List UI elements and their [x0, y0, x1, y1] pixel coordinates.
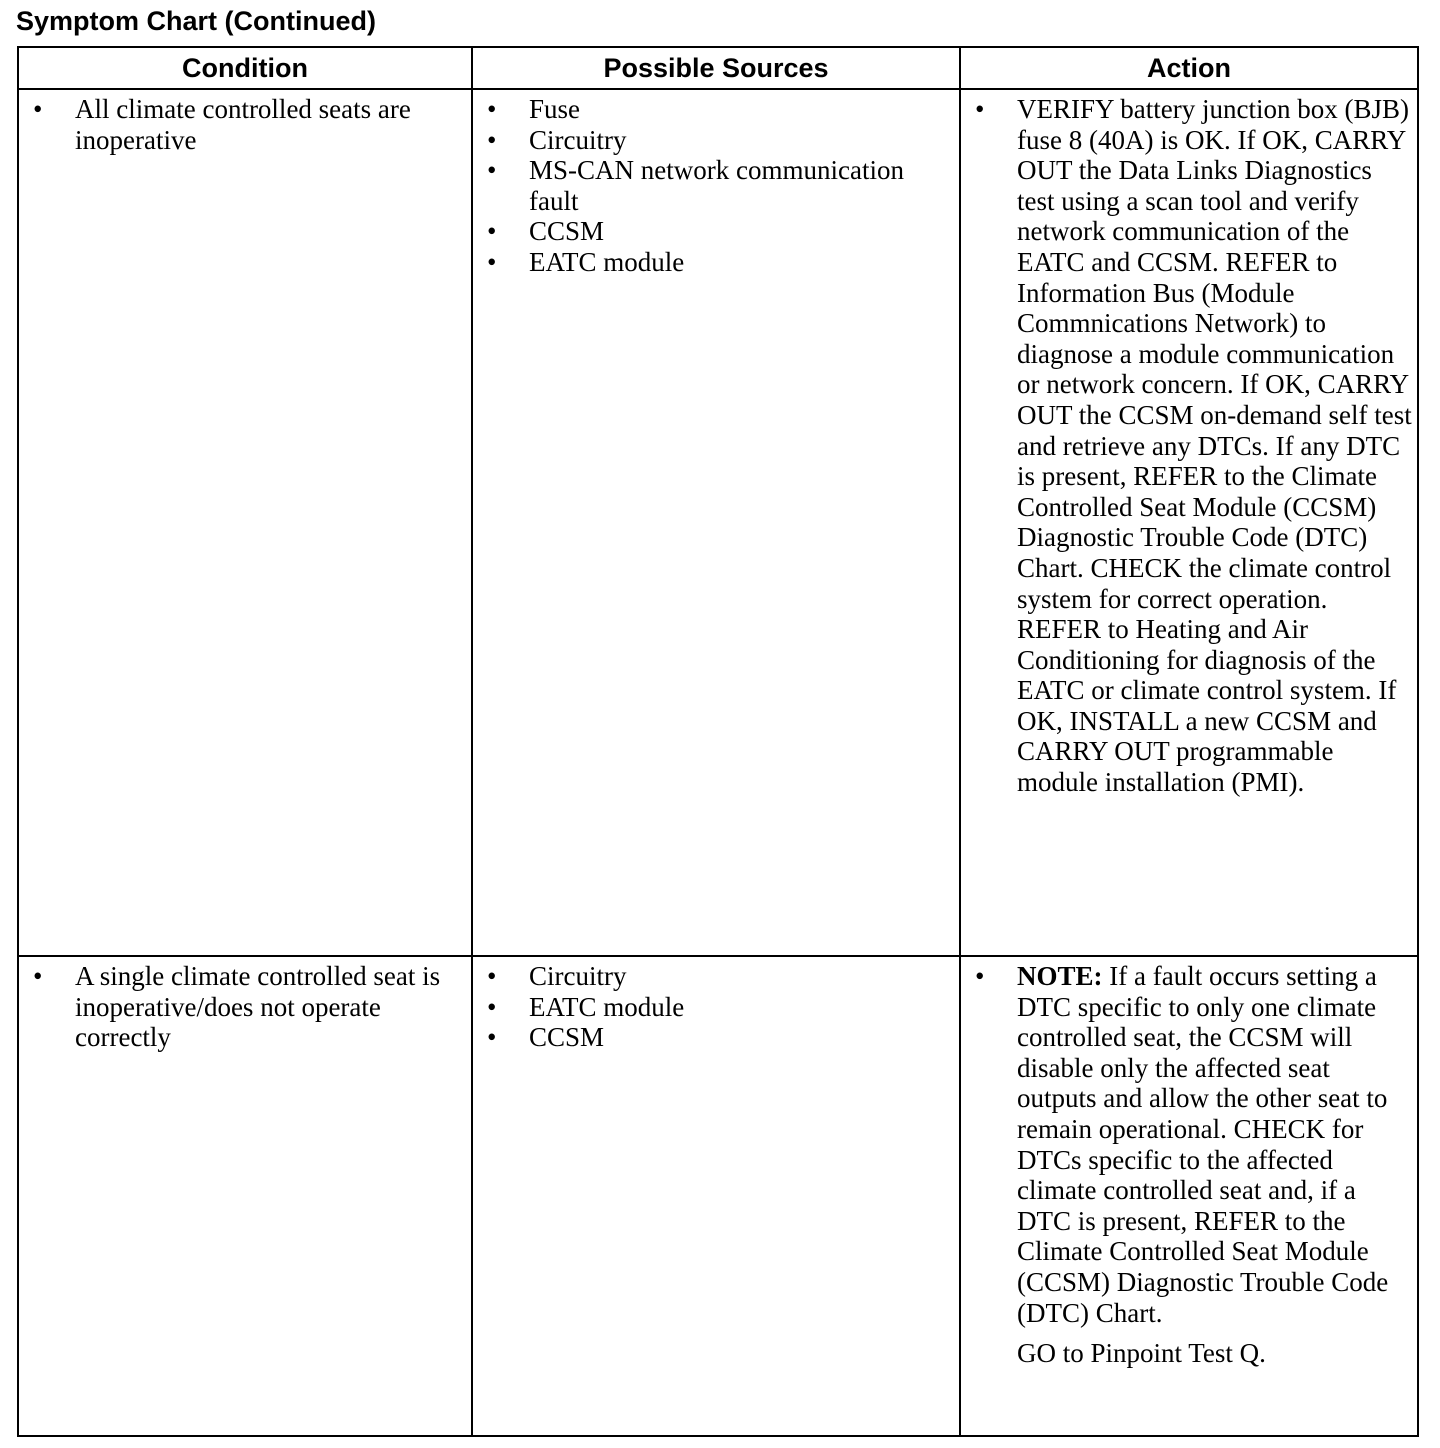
note-label: NOTE: — [1017, 961, 1103, 991]
source-item: • EATC module — [477, 247, 955, 278]
action-note — [965, 961, 1413, 1369]
header-condition: Condition — [18, 47, 472, 89]
condition-cell — [18, 956, 472, 1436]
table-row — [18, 89, 1418, 956]
sources-cell — [472, 89, 960, 956]
header-row — [18, 47, 1418, 89]
action-cell — [960, 89, 1418, 956]
source-item: • EATC module — [477, 992, 955, 1023]
symptom-chart-table — [17, 46, 1419, 1437]
source-item: • Circuitry — [477, 125, 955, 156]
condition-cell — [18, 89, 472, 956]
action-followup: GO to Pinpoint Test Q. — [1017, 1338, 1266, 1369]
action-text: • VERIFY battery junction box (BJB) fuse 8 (40A) is OK. If OK, CARRY OUT the Data Links Diagnostics test using a scan tool and verify network communication of the EATC and CCSM. REFER to Information Bus (Module Commnications Network) to diagnose a module communication or network concern. If OK, CARRY OUT the CCSM on-demand self test and retrieve any DTCs. If any DTC is present, REFER to the Climate Controlled Seat Module (CCSM) Diagnostic Trouble Code (DTC) Chart. CHECK the climate control system for correct operation. REFER to Heating and Air Conditioning for diagnosis of the EATC or climate control system. If OK, INSTALL a new CCSM and CARRY OUT programmable module installation (PMI). — [965, 94, 1413, 798]
header-possible-sources: Possible Sources — [472, 47, 960, 89]
source-item: • Circuitry — [477, 961, 955, 992]
source-item: • Fuse — [477, 94, 955, 125]
sources-cell — [472, 956, 960, 1436]
condition-text: • A single climate controlled seat is inoperative/does not operate correctly — [23, 961, 467, 1053]
table-row — [18, 956, 1418, 1436]
action-cell — [960, 956, 1418, 1436]
header-action: Action — [960, 47, 1418, 89]
source-item: • CCSM — [477, 216, 955, 247]
source-item: • MS-CAN network communication fault — [477, 155, 955, 216]
action-text: If a fault occurs setting a DTC specific to only one climate controlled seat, the CCSM will disable only the affected seat outputs and allow the other seat to remain operational. CHECK for DTCs specific to the affected climate controlled seat and, if a DTC is present, REFER to the Climate Controlled Seat Module (CCSM) Diagnostic Trouble Code (DTC) Chart. — [1017, 961, 1389, 1328]
source-item: • CCSM — [477, 1022, 955, 1053]
chart-title: Symptom Chart (Continued) — [16, 6, 376, 36]
condition-text: • All climate controlled seats are inoperative — [23, 94, 467, 155]
